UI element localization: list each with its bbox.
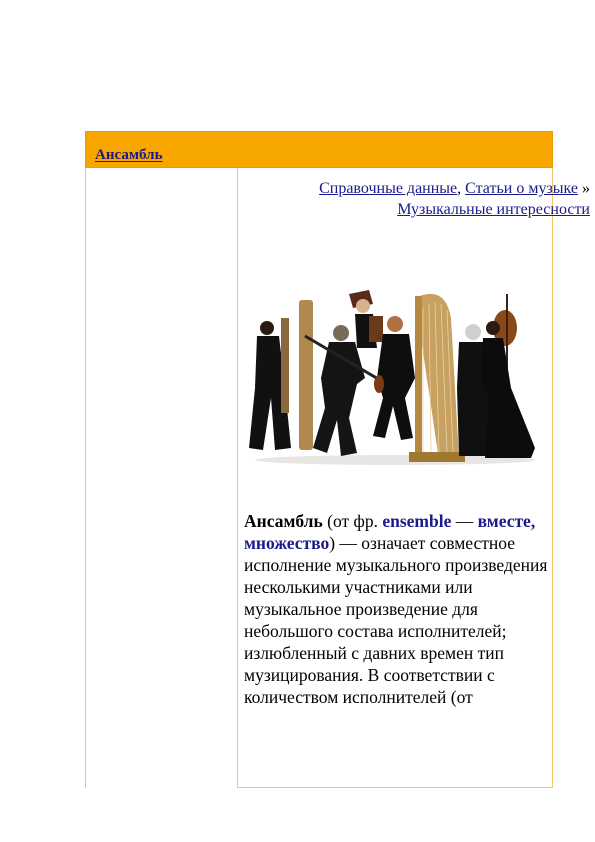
header-title-link[interactable]: Ансамбль [95,147,163,163]
article-term: Ансамбль [244,511,323,531]
breadcrumb-link-reference[interactable]: Справочные данные [319,180,458,197]
breadcrumb-link-articles[interactable]: Статьи о музыке [465,180,578,197]
musician-figure [349,290,383,348]
harp [409,294,465,462]
article-body: ) — означает совместное исполнение музыкального произведения несколькими участниками или музыкальное произведение для небольшого состава исполнителей; излюбленный с давних времен тип музицирования. В соответствии с количеством исполнителей (от [244,533,548,707]
breadcrumb-separator: » [578,180,590,197]
left-table-cell [85,168,238,788]
breadcrumb [310,178,590,220]
ensemble-photo [245,288,547,468]
article-dash: — [451,511,478,531]
article-intro: (от фр. [322,511,383,531]
article-translation: вместе, множество [244,511,536,553]
musician-figure [481,294,535,458]
breadcrumb-link-curiosities[interactable]: Музыкальные интересности [397,201,590,218]
article-foreign-word: ensemble [382,511,452,531]
musician-figure [249,318,291,450]
article-text [244,510,550,708]
breadcrumb-separator: , [457,180,466,197]
header-bar [85,131,553,168]
